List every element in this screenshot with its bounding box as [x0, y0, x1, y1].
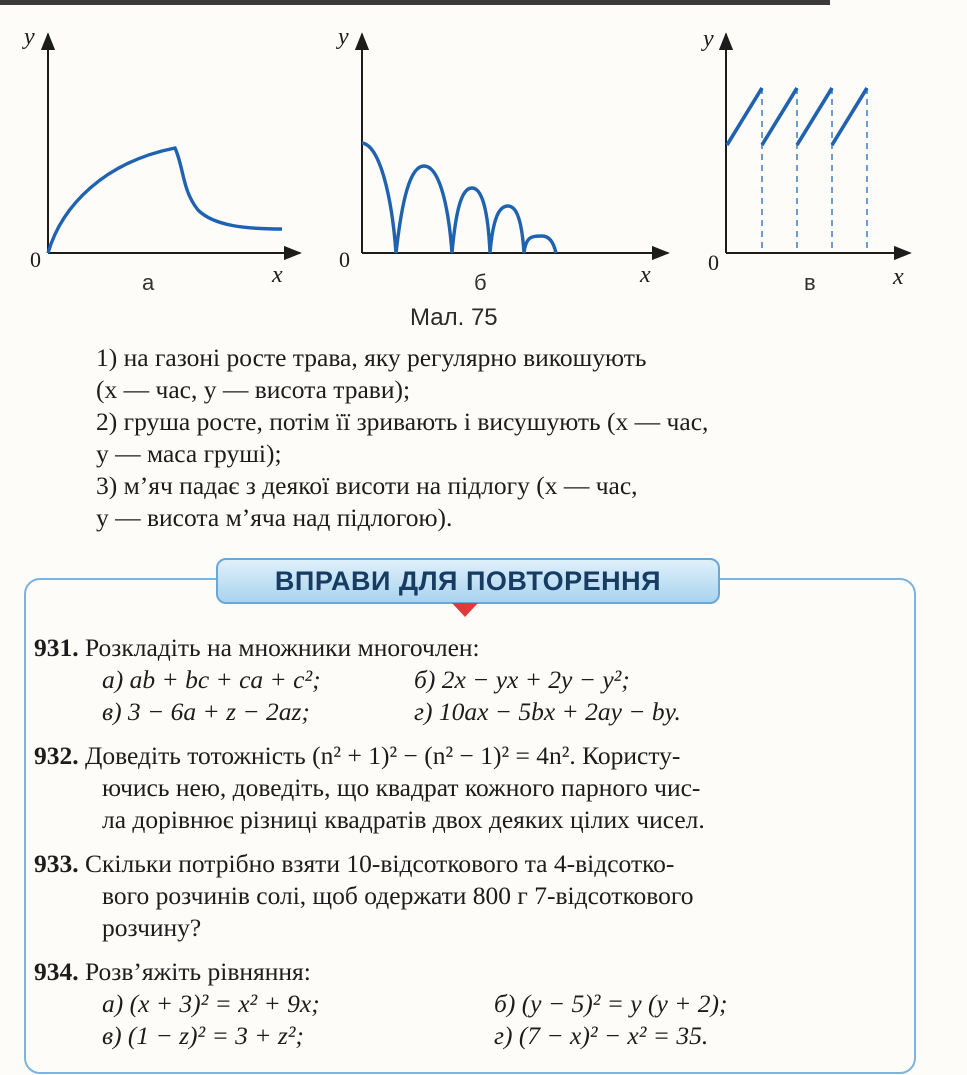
exercise-931-number: 931. — [34, 633, 79, 662]
exercise-931-g: г) 10ax − 5bx + 2ay − by. — [414, 697, 681, 726]
exercise-932-line-3: ла дорівнює різниці квадратів двох деяких цілих чисел. — [102, 805, 705, 834]
graph-b-curve — [362, 143, 556, 253]
item-1-line-2: (x — час, y — висота трави); — [96, 375, 411, 404]
exercise-932 — [34, 740, 914, 836]
exercise-932-line-2: ючись нею, доведіть, що квадрат кожного парного чис- — [102, 773, 701, 802]
exercise-934-a: а) (x + 3)² = x² + 9x; — [102, 989, 320, 1018]
graph-a-curve — [48, 148, 282, 253]
section-pointer-icon — [452, 603, 478, 617]
exercise-934 — [34, 956, 914, 1052]
situations-list — [96, 342, 926, 534]
graph-a — [22, 24, 300, 295]
graph-v-x-label: x — [893, 264, 904, 290]
graph-v-y-label: y — [703, 26, 714, 52]
exercise-934-number: 934. — [34, 957, 79, 986]
graph-b-origin: 0 — [339, 247, 350, 272]
item-3-line-2: y — висота м’яча над підлогою). — [96, 503, 453, 532]
exercise-931-v: в) 3 − 6a + z − 2az; — [102, 697, 310, 726]
exercise-934-g: г) (7 − x)² − x² = 35. — [494, 1021, 709, 1050]
item-3-line-1: 3) м’яч падає з деякої висоти на підлогу (x — час, — [96, 471, 638, 500]
exercise-934-b: б) (y − 5)² = y (y + 2); — [494, 989, 728, 1018]
graph-v-label: в — [804, 270, 816, 295]
item-2-line-2: y — маса груші); — [96, 439, 282, 468]
graph-a-origin: 0 — [30, 247, 41, 272]
graph-a-x-label: x — [272, 262, 283, 288]
exercise-931-a: а) ab + bc + ca + c²; — [102, 665, 321, 694]
exercise-933-line-1: Скільки потрібно взяти 10-відсоткового та 4-відсотко- — [85, 849, 675, 878]
graph-a-label: а — [142, 270, 155, 295]
exercise-934-v: в) (1 − z)² = 3 + z²; — [102, 1021, 304, 1050]
section-title: ВПРАВИ ДЛЯ ПОВТОРЕННЯ — [216, 558, 720, 604]
exercise-932-number: 932. — [34, 741, 79, 770]
exercise-932-line-1: Доведіть тотожність (n² + 1)² − (n² − 1)² = 4n². Користу- — [85, 741, 681, 770]
item-1-line-1: 1) на газоні росте трава, яку регулярно викошують — [96, 343, 647, 372]
graph-b-x-label: x — [640, 262, 651, 288]
exercise-933-line-3: розчину? — [102, 913, 202, 942]
graph-v — [701, 26, 910, 295]
exercise-931 — [34, 632, 914, 728]
graph-b-y-label: y — [338, 24, 349, 50]
exercise-931-b: б) 2x − yx + 2y − y²; — [414, 665, 630, 694]
item-2-line-1: 2) груша росте, потім її зривають і висушують (x — час, — [96, 407, 709, 436]
exercise-933-line-2: вого розчинів солі, щоб одержати 800 г 7-відсоткового — [102, 881, 694, 910]
figure-caption: Мал. 75 — [410, 304, 498, 331]
graph-b-label: б — [474, 270, 487, 295]
exercise-933-number: 933. — [34, 849, 79, 878]
exercise-931-text: Розкладіть на множники многочлен: — [85, 633, 480, 662]
graph-b — [336, 24, 668, 295]
exercise-933 — [34, 848, 914, 944]
graph-v-origin: 0 — [708, 250, 719, 275]
graph-a-y-label: y — [24, 24, 35, 50]
exercise-934-text: Розв’яжіть рівняння: — [85, 957, 311, 986]
figure-75 — [0, 0, 967, 300]
